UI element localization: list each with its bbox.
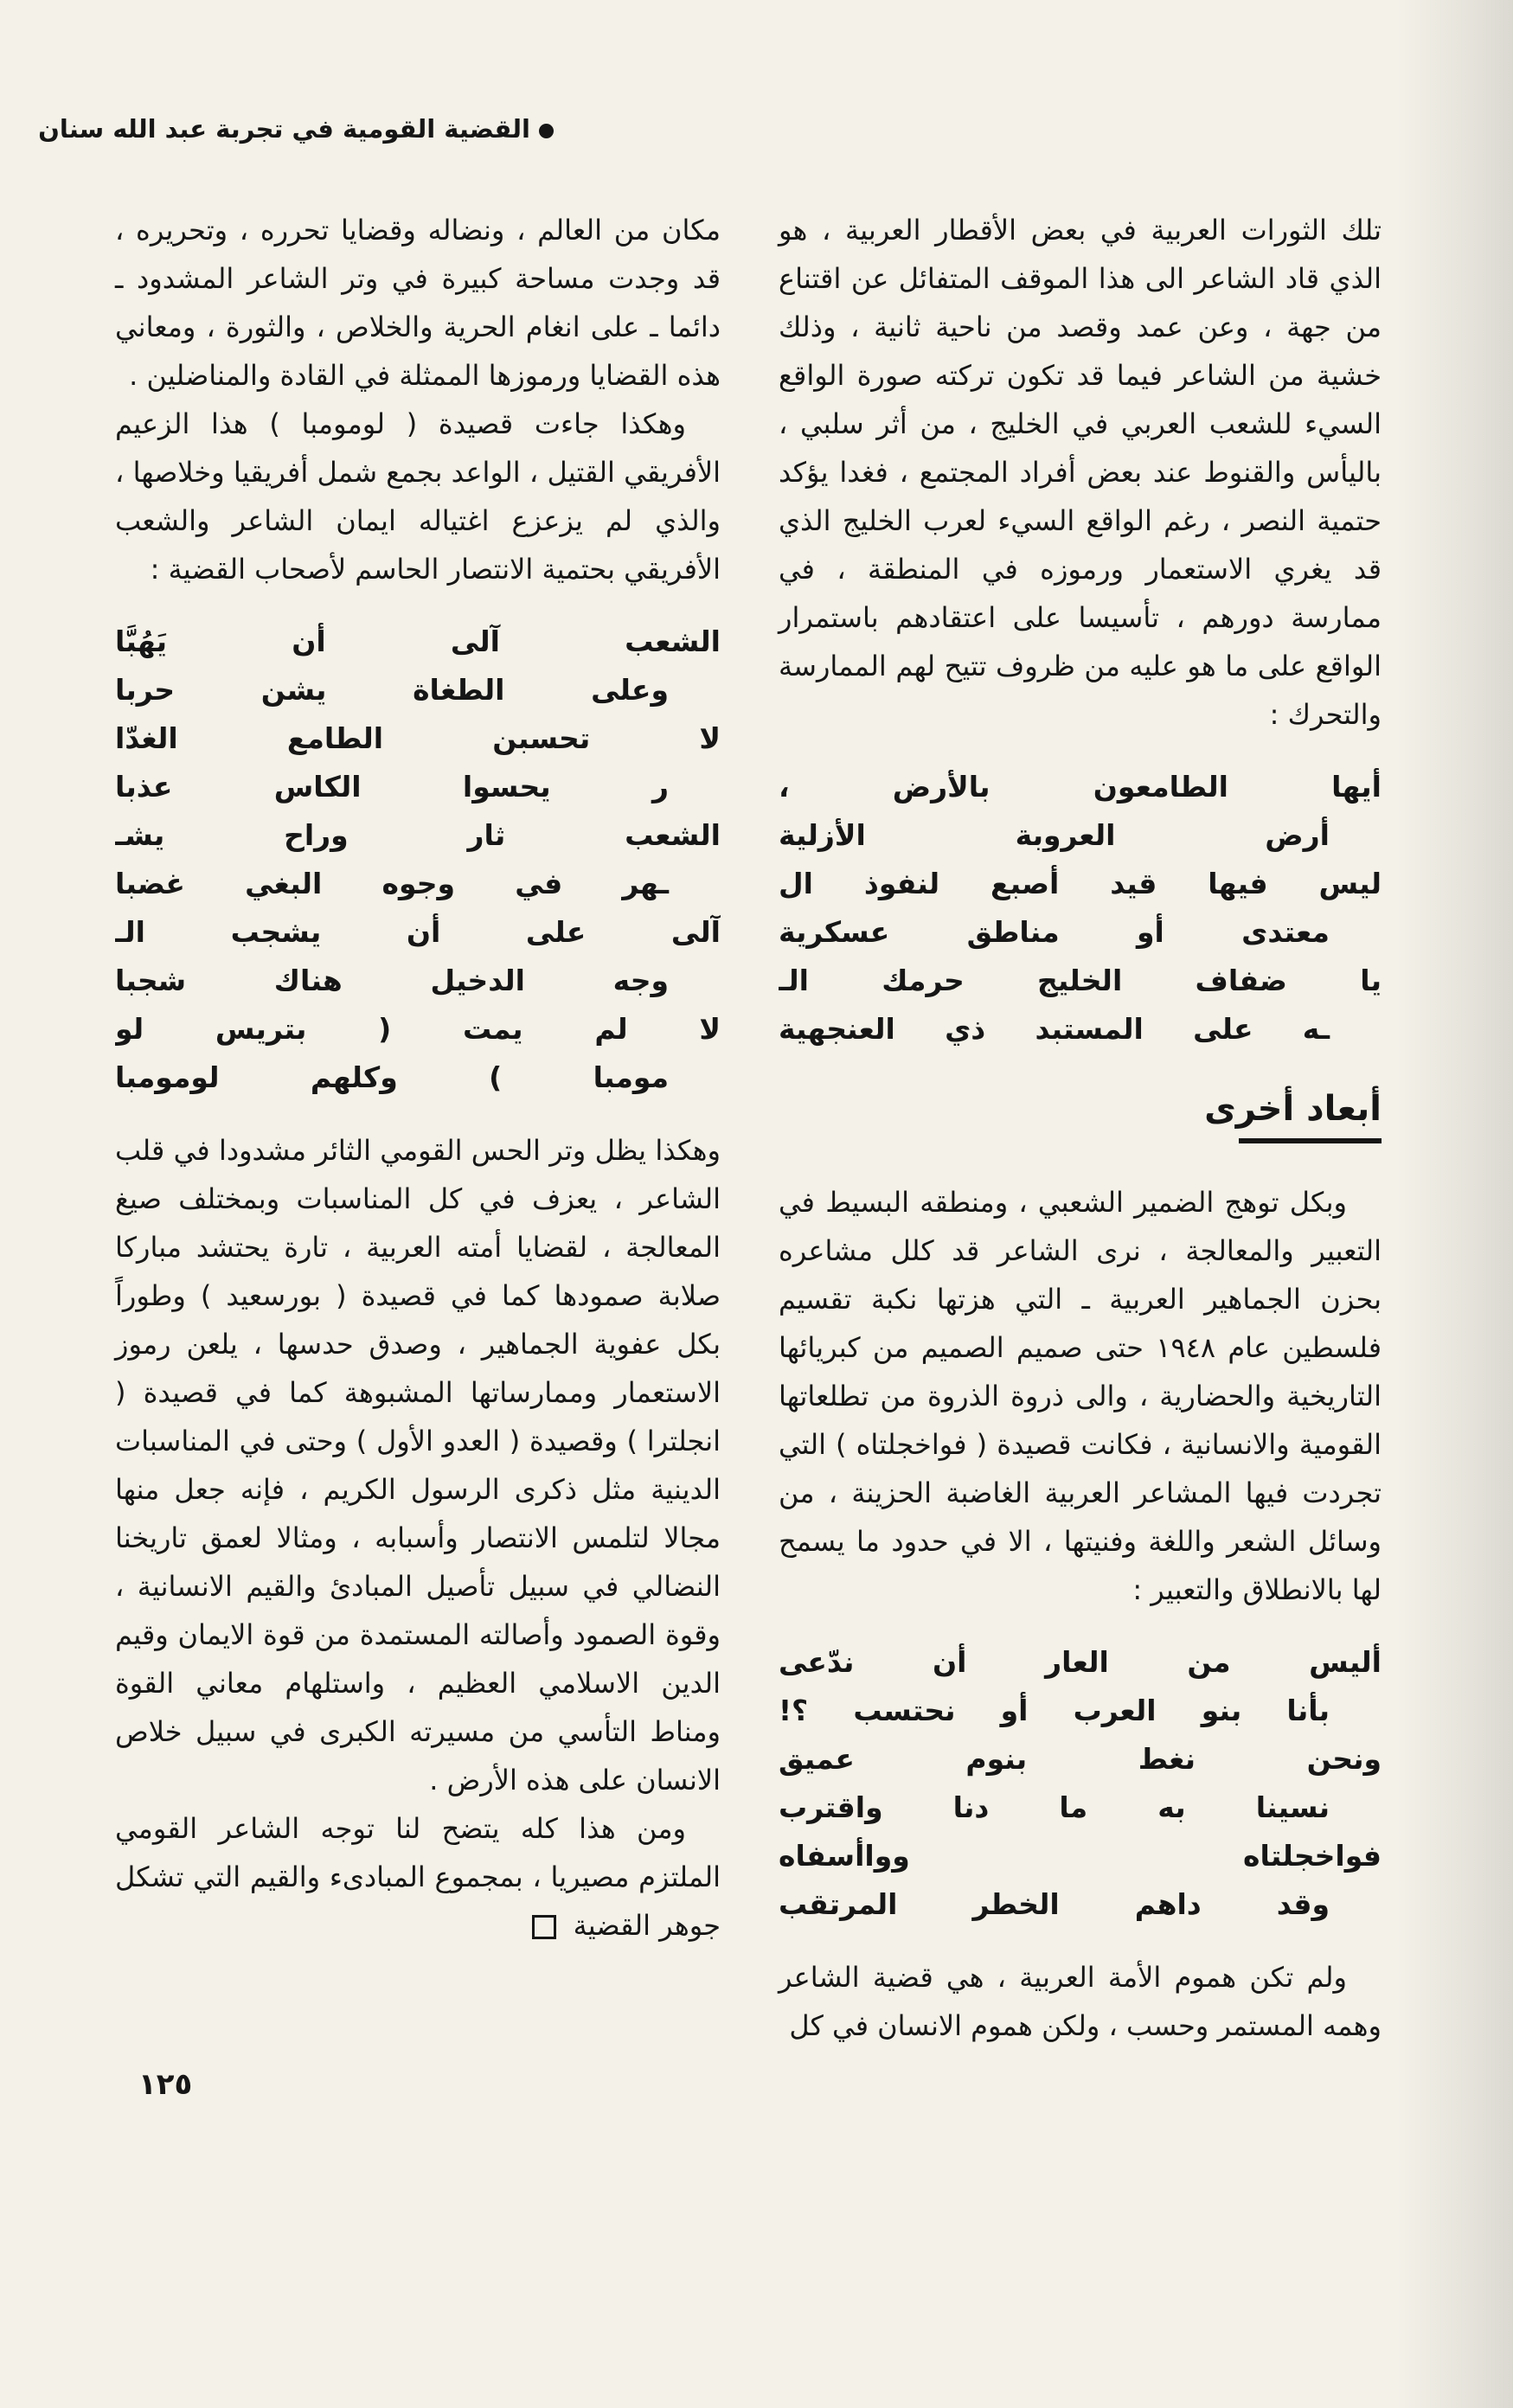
poem-verse: لا تحسبن الطامع الغدّا bbox=[115, 721, 721, 755]
poem-block bbox=[779, 763, 1382, 1054]
poem-verse: يا ضفاف الخليج حرمك الـ bbox=[779, 964, 1382, 997]
body-paragraph: مكان من العالم ، ونضاله وقضايا تحرره ، وتحريره ، قد وجدت مساحة كبيرة في وتر الشاعر المشدود ـ دائما ـ على انغام الحرية والخلاص ، والثورة ، ومعاني هذه القضايا ورموزها الممثلة في القادة والمناضلين . bbox=[115, 214, 721, 392]
poem-verse: لا لم يمت ( بتريس لو bbox=[115, 1012, 721, 1046]
body-paragraph: تلك الثورات العربية في بعض الأقطار العربية ، هو الذي قاد الشاعر الى هذا الموقف المتفائل عن اقتناع من جهة ، وعن عمد وقصد من ناحية ثانية ، وذلك خشية من الشاعر فيما قد تكون تركته صورة الواقع السيء للشعب العربي في الخليج ، من أثر سلبي ، باليأس والقنوط عند بعض أفراد المجتمع ، فغدا يؤكد حتمية النصر ، رغم الواقع السيء لعرب الخليج الذي قد يغري الاستعمار ورموزه في المنطقة ، في ممارسة دورهم ، تأسيسا على اعتقادهم باستمرار الواقع على ما هو عليه من ظروف تتيح لهم الممارسة والتحرك : bbox=[779, 214, 1382, 731]
poem-verse: وعلى الطغاة يشن حربا bbox=[115, 673, 669, 707]
body-paragraph: ولم تكن هموم الأمة العربية ، هي قضية الشاعر وهمه المستمر وحسب ، ولكن هموم الانسان في كل bbox=[779, 1961, 1382, 2042]
poem-verse: أيها الطامعون بالأرض ، bbox=[779, 770, 1382, 804]
running-header bbox=[38, 114, 554, 144]
poem-verse: فواخجلتاه وواأسفاه bbox=[779, 1839, 1382, 1873]
poem-verse: ونحن نغط بنوم عميق bbox=[779, 1742, 1382, 1776]
poem-verse: آلى على أن يشجب الـ bbox=[115, 915, 721, 949]
poem-block bbox=[115, 618, 721, 1102]
bullet-dot-icon bbox=[539, 124, 554, 138]
body-paragraph bbox=[115, 1804, 721, 1950]
left-column bbox=[115, 206, 721, 1950]
poem-verse: وجه الدخيل هناك شجبا bbox=[115, 964, 669, 997]
poem-verse: معتدى أو مناطق عسكرية bbox=[779, 915, 1330, 949]
closing-paragraph-text: ومن هذا كله يتضح لنا توجه الشاعر القومي الملتزم مصيريا ، بمجموع المبادىء والقيم التي تشكل جوهر القضية bbox=[115, 1812, 721, 1942]
poem-verse: أليس من العار أن ندّعى bbox=[779, 1645, 1382, 1679]
right-column bbox=[779, 206, 1382, 2050]
poem-verse: مومبا ) وكلهم لومومبا bbox=[115, 1060, 669, 1094]
poem-verse: الشعب آلى أن يَهُبَّا bbox=[115, 624, 721, 658]
section-heading: أبعاد أخرى bbox=[1204, 1089, 1382, 1129]
heading-rule bbox=[1239, 1138, 1382, 1143]
running-title: القضية القومية في تجربة عبد الله سنان bbox=[38, 114, 530, 144]
poem-verse: وقد داهم الخطر المرتقب bbox=[779, 1887, 1330, 1921]
poem-verse: نسينا به ما دنا واقترب bbox=[779, 1790, 1330, 1824]
end-of-article-square-icon bbox=[532, 1915, 556, 1939]
body-paragraph: وهكذا جاءت قصيدة ( لومومبا ) هذا الزعيم الأفريقي القتيل ، الواعد بجمع شمل أفريقيا وخلاصها ، والذي لم يزعزع اغتياله ايمان الشاعر والشعب الأفريقي بحتمية الانتصار الحاسم لأصحاب القضية : bbox=[115, 407, 721, 586]
poem-verse: الشعب ثار وراح يشـ bbox=[115, 818, 721, 852]
page-edge-shadow bbox=[1396, 0, 1513, 2408]
poem-verse: ر يحسوا الكاس عذبا bbox=[115, 770, 669, 804]
poem-verse: أرض العروبة الأزلية bbox=[779, 818, 1330, 852]
poem-block bbox=[779, 1638, 1382, 1929]
poem-verse: ـه على المستبد ذي العنجهية bbox=[779, 1012, 1330, 1046]
page-number: ١٢٥ bbox=[138, 2067, 193, 2102]
poem-verse: ـهر في وجوه البغي غضبا bbox=[115, 867, 669, 900]
poem-verse: ليس فيها قيد أصبع لنفوذ ال bbox=[779, 867, 1382, 900]
body-paragraph: وبكل توهج الضمير الشعبي ، ومنطقه البسيط في التعبير والمعالجة ، نرى الشاعر قد كلل مشاعره بحزن الجماهير العربية ـ التي هزتها نكبة تقسيم فلسطين عام ١٩٤٨ حتى صميم الصميم من كبريائها التاريخية والحضارية ، والى ذروة الذروة من تطلعاتها القومية والانسانية ، فكانت قصيدة ( فواخجلتاه ) التي تجردت فيها المشاعر العربية الغاضبة الحزينة ، من وسائل الشعر واللغة وفنيتها ، الا في حدود ما يسمح لها بالانطلاق والتعبير : bbox=[779, 1186, 1382, 1606]
body-paragraph: وهكذا يظل وتر الحس القومي الثائر مشدودا في قلب الشاعر ، يعزف في كل المناسبات وبمختلف صيغ المعالجة ، لقضايا أمته العربية ، تارة يحتشد مباركا صلابة صمودها كما في قصيدة ( بورسعيد ) وطوراً بكل عفوية الجماهير ، وصدق حدسها ، يلعن رموز الاستعمار وممارساتها المشبوهة كما في قصيدة ( انجلترا ) وقصيدة ( العدو الأول ) وحتى في المناسبات الدينية مثل ذكرى الرسول الكريم ، فإنه جعل منها مجالا لتلمس الانتصار وأسبابه ، ومثالا لعمق تاريخنا النضالي في سبيل تأصيل المبادئ والقيم الانسانية ، وقوة الصمود وأصالته المستمدة من قوة الايمان وقيم الدين الاسلامي العظيم ، واستلهام معاني القوة ومناط التأسي من مسيرته الكبرى في سبيل خلاص الانسان على هذه الأرض . bbox=[115, 1134, 721, 1796]
poem-verse: بأنا بنو العرب أو نحتسب ؟! bbox=[779, 1694, 1330, 1727]
